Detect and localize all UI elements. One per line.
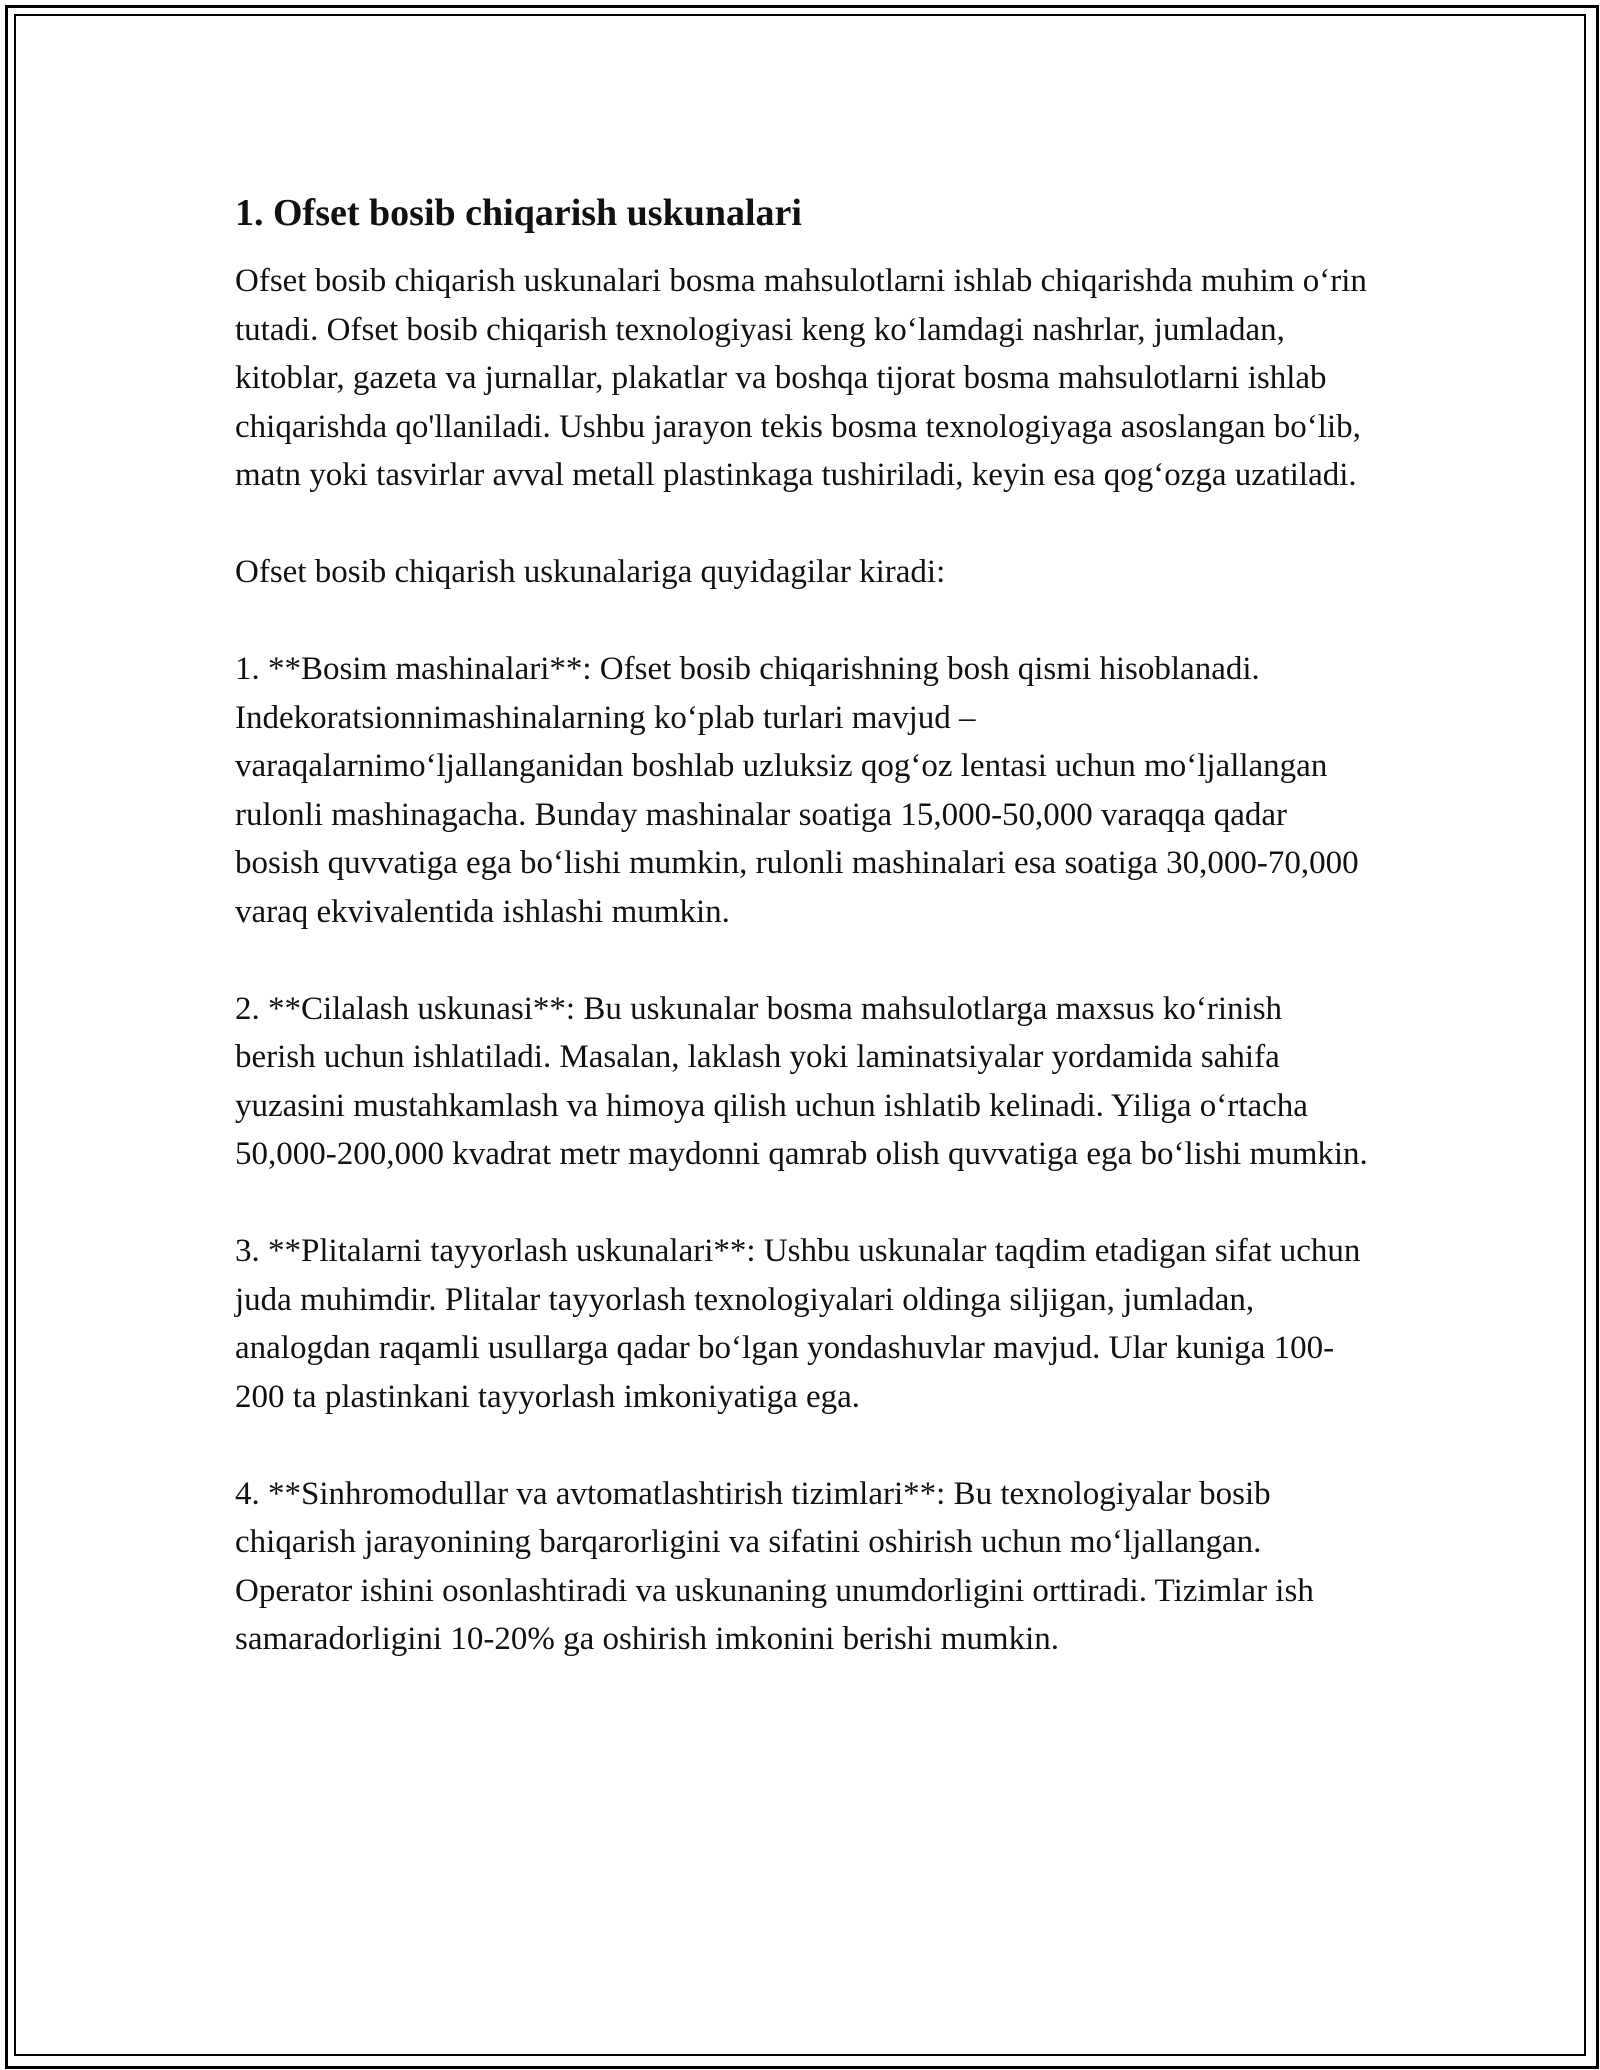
list-item-plitalarni-tayyorlash: 3. **Plitalarni tayyorlash uskunalari**: Ushbu uskunalar taqdim etadigan sifat uchun juda muhimdir. Plitalar tayyorlash texnologiyalari oldinga siljigan, jumladan, analogdan raqamli usullarga qadar bo‘lgan yondashuvlar mavjud. Ular kuniga 100-200 ta plastinkani tayyorlash imkoniyatiga ega.: [235, 1233, 1361, 1415]
list-intro-paragraph: Ofset bosib chiqarish uskunalariga quyidagilar kiradi:: [235, 554, 946, 590]
intro-paragraph: Ofset bosib chiqarish uskunalari bosma mahsulotlarni ishlab chiqarishda muhim o‘rin tutadi. Ofset bosib chiqarish texnologiyasi keng ko‘lamdagi nashrlar, jumladan, kitoblar, gazeta va jurnallar, plakatlar va boshqa tijorat bosma mahsulotlarni ishlab chiqarishda qo'llaniladi. Ushbu jarayon tekis bosma texnologiyaga asoslangan bo‘lib, matn yoki tasvirlar avval metall plastinkaga tushiriladi, keyin esa qog‘ozga uzatiladi.: [235, 263, 1367, 493]
section-heading: 1. Ofset bosib chiqarish uskunalari: [235, 192, 802, 234]
list-item-cilalash-uskunasi: 2. **Cilalash uskunasi**: Bu uskunalar bosma mahsulotlarga maxsus ko‘rinish berish uchun ishlatiladi. Masalan, laklash yoki laminatsiyalar yordamida sahifa yuzasini mustahkamlash va himoya qilish uchun ishlatib kelinadi. Yiliga o‘rtacha 50,000-200,000 kvadrat metr maydonni qamrab olish quvvatiga ega bo‘lishi mumkin.: [235, 990, 1368, 1172]
list-item-sinhromodullar: 4. **Sinhromodullar va avtomatlashtirish tizimlari**: Bu texnologiyalar bosib chiqarish jarayonining barqarorligini va sifatini oshirish uchun mo‘ljallangan. Operator ishini osonlashtiradi va uskunaning unumdorligini orttiradi. Tizimlar ish samaradorligini 10-20% ga oshirish imkonini berishi mumkin.: [235, 1475, 1314, 1657]
document-body: [235, 183, 1370, 1712]
list-item-bosim-mashinalari: 1. **Bosim mashinalari**: Ofset bosib chiqarishning bosh qismi hisoblanadi. Indekoratsionnimashinalarning ko‘plab turlari mavjud – varaqalarnimo‘ljallanganidan boshlab uzluksiz qog‘oz lentasi uchun mo‘ljallangan rulonli mashinagacha. Bunday mashinalar soatiga 15,000-50,000 varaqqa qadar bosish quvvatiga ega bo‘lishi mumkin, rulonli mashinalari esa soatiga 30,000-70,000 varaq ekvivalentida ishlashi mumkin.: [235, 651, 1359, 930]
